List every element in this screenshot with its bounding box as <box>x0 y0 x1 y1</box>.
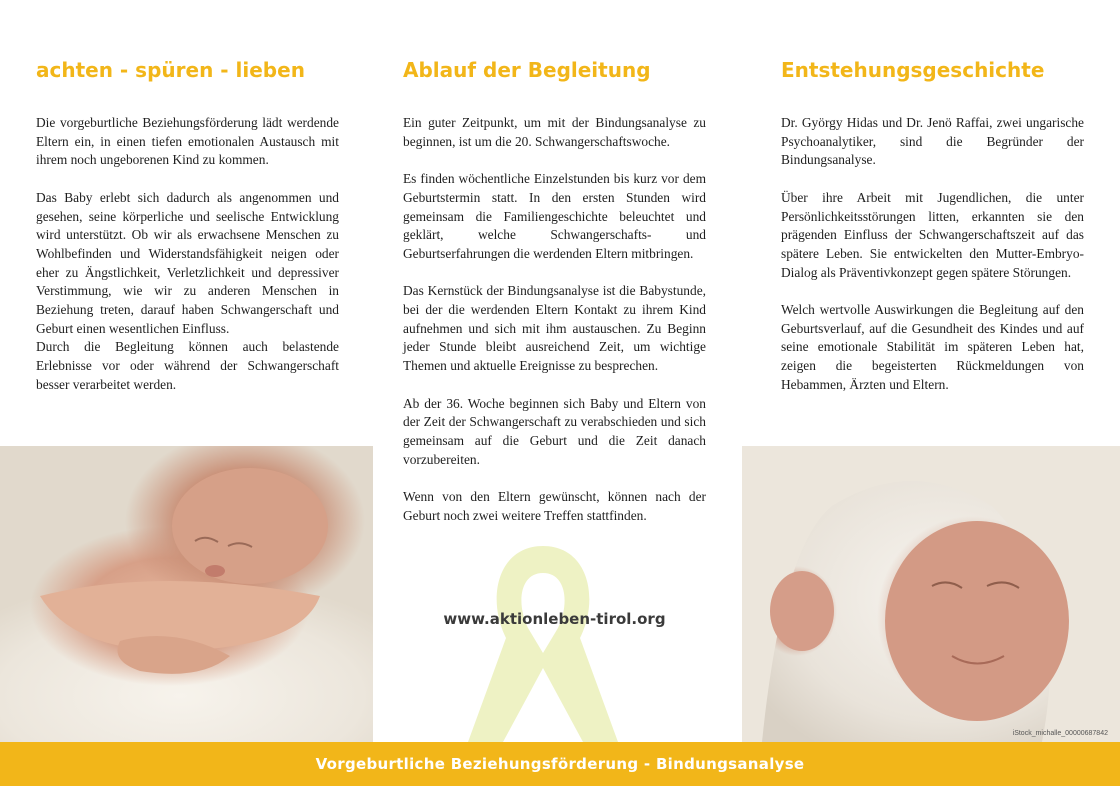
heading-achten-spueren-lieben: achten - spüren - lieben <box>36 58 305 82</box>
paragraph: Das Baby erlebt sich dadurch als angenommen und gesehen, seine körperliche und seelische Entwicklung wird unterstützt. Ob wir als erwachsene Menschen zu Wohlbefinden und Widerstandsfähigkeit neigen oder eher zu Ängstlichkeit, Verletzlichkeit und depressiver Verstimmung, wie wir zu anderen Menschen in Beziehung treten, darauf haben Schwangerschaft und Geburt einen wesentlichen Einfluss. <box>36 189 339 336</box>
bottom-strip <box>0 786 1120 792</box>
paragraph: Über ihre Arbeit mit Jugendlichen, die unter Persönlichkeitsstörungen litten, erkannten sie den prägenden Einfluss der Schwangerschaftszeit auf das spätere Leben. Sie entwickelten den Mutter-Embryo-Dialog als Präventivkonzept gegen spätere Störungen. <box>781 189 1084 280</box>
heading-entstehungsgeschichte: Entstehungsgeschichte <box>781 58 1045 82</box>
newborn-illustration <box>742 446 1120 742</box>
column-middle <box>403 56 706 544</box>
paragraph: Das Kernstück der Bindungsanalyse ist die Babystunde, bei der die werdenden Eltern Kontakt zu ihrem Kind aufnehmen und sich mit ihm austauschen. Zu Beginn jeder Stunde bleibt ausreichend Zeit, um wichtige Themen und aktuelle Ereignisse zu besprechen. <box>403 283 706 374</box>
column-left <box>36 56 339 413</box>
website-link[interactable]: www.aktionleben-tirol.org <box>443 610 666 628</box>
paragraph: Dr. György Hidas und Dr. Jenö Raffai, zwei ungarische Psychoanalytiker, sind die Begründer der Bindungsanalyse. <box>781 115 1084 168</box>
paragraph: Ein guter Zeitpunkt, um mit der Bindungsanalyse zu beginnen, ist um die 20. Schwangerschaftswoche. <box>403 115 706 149</box>
column-right <box>781 56 1084 413</box>
paragraph: Durch die Begleitung können auch belastende Erlebnisse vor oder während der Schwangerschaft besser verarbeitet werden. <box>36 339 339 392</box>
paragraph: Es finden wöchentliche Einzelstunden bis kurz vor dem Geburtstermin statt. In den ersten Stunden wird gemeinsam die Familiengeschichte beleuchtet und geklärt, welche Schwangerschafts- und Geburtserfahrungen die werdenden Eltern mitbringen. <box>403 171 706 261</box>
awareness-ribbon-icon <box>458 528 628 742</box>
paragraph: Welch wertvolle Auswirkungen die Begleitung auf den Geburtsverlauf, auf die Gesundheit des Kindes und auf seine emotionale Stabilität im späteren Leben hat, zeigen die begeisterten Rückmeldungen von Hebammen, Ärzten und Eltern. <box>781 302 1084 392</box>
photo-credit: iStock_michalle_00000687842 <box>1012 730 1108 737</box>
newborn-baby-photo <box>742 446 1120 742</box>
heading-ablauf-der-begleitung: Ablauf der Begleitung <box>403 58 651 82</box>
sleeping-baby-photo <box>0 446 373 742</box>
baby-illustration <box>0 446 373 742</box>
paragraph: Ab der 36. Woche beginnen sich Baby und Eltern von der Zeit der Schwangerschaft zu verabschieden und sich gemeinsam auf die Geburt und die Zeit danach vorzubereiten. <box>403 395 706 467</box>
footer-title: Vorgeburtliche Beziehungsförderung - Bindungsanalyse <box>315 755 805 773</box>
paragraph: Die vorgeburtliche Beziehungsförderung lädt werdende Eltern ein, in einen tiefen emotionalen Austausch mit ihrem noch ungeborenen Kind zu kommen. <box>36 115 339 168</box>
footer-bar <box>0 742 1120 786</box>
paragraph: Wenn von den Eltern gewünscht, können nach der Geburt noch zwei weitere Treffen stattfinden. <box>403 489 706 523</box>
